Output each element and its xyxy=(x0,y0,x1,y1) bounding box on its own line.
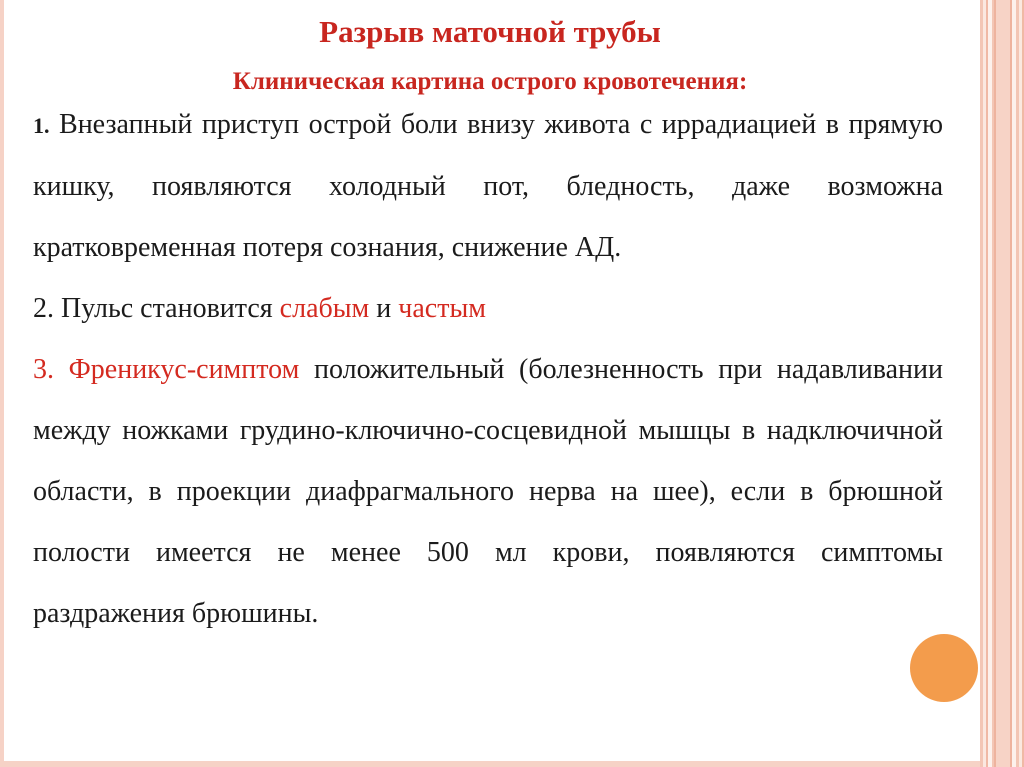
item-3-number: 3. xyxy=(33,354,54,385)
item-3-text: положительный (болезненность при надавливании между ножками грудино-ключично-сосцевидной мышцы в надключичной области, в проекции диафрагмального нерва на шее), если в брюшной полости имеется не менее 500 мл крови, появляются симптомы раздражения брюшины. xyxy=(33,354,943,629)
list-item-2 xyxy=(33,278,943,339)
list-item-3 xyxy=(33,339,943,644)
left-border xyxy=(0,0,4,767)
item-1-text: Внезапный приступ острой боли внизу живота с иррадиацией в прямую кишку, появляются холодный пот, бледность, даже возможна кратковременная потеря сознания, снижение АД. xyxy=(33,109,943,263)
slide-title: Разрыв маточной трубы xyxy=(319,14,661,49)
item-2-number: 2. xyxy=(33,293,54,324)
slide-subtitle: Клиническая картина острого кровотечения: xyxy=(232,68,748,95)
item-2-text-between: и xyxy=(369,293,399,324)
slide-body xyxy=(33,94,943,644)
bottom-border xyxy=(0,761,980,767)
right-stripe-decoration xyxy=(980,0,1024,767)
item-2-highlight-weak: слабым xyxy=(279,293,370,324)
item-2-highlight-frequent: частым xyxy=(398,293,486,324)
item-1-number: 1. xyxy=(33,113,50,138)
right-stripe-inner xyxy=(994,0,1012,767)
item-2-text-before: Пульс становится xyxy=(54,293,280,324)
item-3-highlight-phrenicus: Френикус-симптом xyxy=(54,354,300,385)
list-item-1 xyxy=(33,94,943,278)
orange-circle-decoration xyxy=(910,634,978,702)
